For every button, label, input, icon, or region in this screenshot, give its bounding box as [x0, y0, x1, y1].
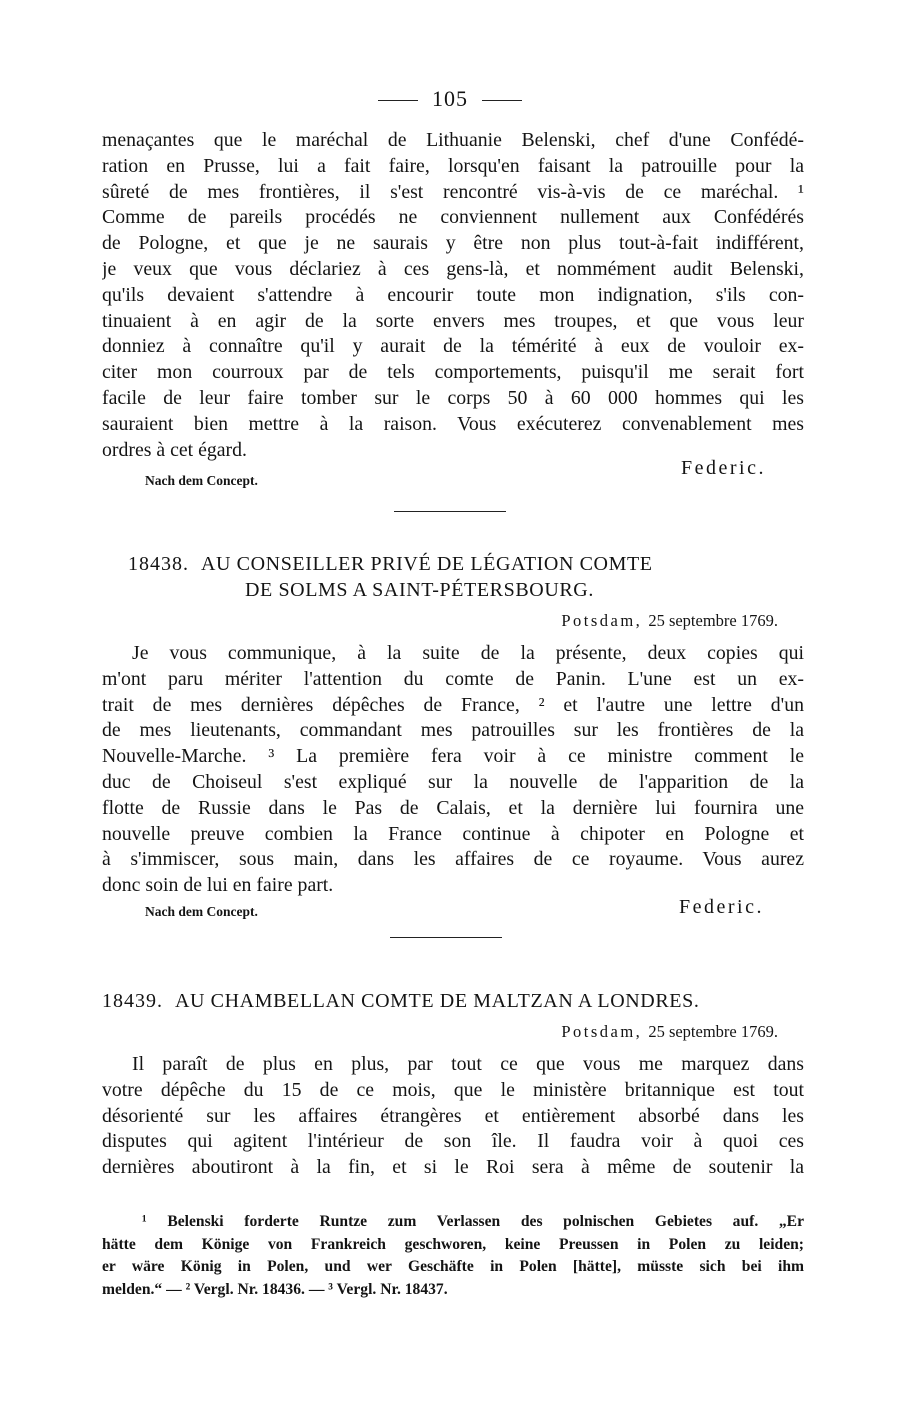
letter-heading-line2: DE SOLMS A SAINT-PÉTERSBOURG. — [245, 579, 594, 601]
text-line: à s'immiscer, sous main, dans les affaires de ce royaume. Vous aurez — [102, 848, 804, 871]
page-number: 105 — [432, 86, 468, 111]
right-dash — [482, 100, 522, 101]
section-separator — [394, 511, 506, 512]
signature: Federic. — [679, 896, 764, 918]
letter-body — [102, 641, 804, 899]
text-line: ration en Prusse, lui a fait faire, lorsqu'en faisant la patrouille pour la — [102, 154, 804, 177]
footnote-line: ¹ Belenski forderte Runtze zum Verlassen des polnischen Gebietes auf. „Er — [142, 1213, 804, 1230]
dateline-place: Potsdam, — [561, 1022, 643, 1041]
text-line: votre dépêche du 15 de ce mois, que le ministère britannique est tout — [102, 1078, 804, 1101]
text-line: nouvelle preuve combien la France continue à chipoter en Pologne et — [102, 822, 804, 845]
text-line: désorienté sur les affaires étrangères et entièrement absorbé dans les — [102, 1104, 804, 1127]
text-line: flotte de Russie dans le Pas de Calais, et la dernière lui fournira une — [102, 796, 804, 819]
text-line: Comme de pareils procédés ne conviennent nullement aux Confédérés — [102, 206, 804, 229]
dateline — [561, 1022, 778, 1042]
footnotes — [102, 1211, 804, 1301]
text-line: Je vous communique, à la suite de la présente, deux copies qui — [132, 642, 804, 664]
text-line: donc soin de lui en faire part. — [102, 874, 334, 897]
text-line: duc de Choiseul s'est expliqué sur la nouvelle de l'apparition de la — [102, 770, 804, 793]
dateline-date: 25 septembre 1769. — [648, 1022, 778, 1041]
text-line: donniez à connaître qu'il y aurait de la témérité à eux de vouloir ex- — [102, 335, 804, 358]
continued-letter-body — [102, 128, 804, 463]
text-line: Nouvelle-Marche. ³ La première fera voir à ce ministre comment le — [102, 745, 804, 768]
text-line: sûreté de mes frontières, il s'est rencontré vis-à-vis de ce maréchal. ¹ — [102, 180, 804, 203]
text-line: trait de mes dernières dépêches de France, ² et l'autre une lettre d'un — [102, 693, 804, 716]
letter-body — [102, 1052, 804, 1181]
text-line: Il paraît de plus en plus, par tout ce que vous me marquez dans — [132, 1053, 804, 1075]
letter-number: 18438. — [128, 553, 189, 575]
footnote-line: er wäre König in Polen, und wer Geschäfte in Polen [hätte], müsste sich bei ihm — [102, 1258, 804, 1275]
letter-heading — [128, 553, 653, 576]
dateline-date: 25 septembre 1769. — [648, 611, 778, 630]
signature: Federic. — [681, 457, 766, 479]
text-line: qu'ils devaient s'attendre à encourir toute mon indignation, s'ils con- — [102, 283, 804, 306]
text-line: menaçantes que le maréchal de Lithuanie Belenski, chef d'une Confédé- — [102, 129, 804, 151]
text-line: sauraient bien mettre à la raison. Vous exécuterez convenablement mes — [102, 412, 804, 435]
text-line: tinuaient à en agir de la sorte envers mes troupes, et que vous leur — [102, 309, 804, 332]
text-line: dernières aboutiront à la fin, et si le Roi sera à même de soutenir la — [102, 1156, 804, 1179]
left-dash — [378, 100, 418, 101]
section-separator — [390, 937, 502, 938]
text-line: de Pologne, et que je ne saurais y être non plus tout-à-fait indifférent, — [102, 232, 804, 255]
footnote-line: melden.“ — ² Vergl. Nr. 18436. — ³ Vergl. Nr. 18437. — [102, 1280, 448, 1298]
text-line: facile de leur faire tomber sur le corps 50 à 60 000 hommes qui les — [102, 386, 804, 409]
dateline — [561, 611, 778, 631]
text-line: citer mon courroux par de tels comportements, puisqu'il me serait fort — [102, 361, 804, 384]
page-number-header — [0, 86, 900, 112]
text-line: disputes qui agitent l'intérieur de son île. Il faudra voir à quoi ces — [102, 1130, 804, 1153]
letter-heading-line1: AU CHAMBELLAN COMTE DE MALTZAN A LONDRES. — [175, 990, 700, 1012]
text-line: de mes lieutenants, commandant mes patrouilles sur les frontières de la — [102, 719, 804, 742]
letter-number: 18439. — [102, 990, 163, 1012]
text-line: m'ont paru mériter l'attention du comte de Panin. L'une est un ex- — [102, 667, 804, 690]
footnote-line: hätte dem Könige von Frankreich geschworen, keine Preussen in Polen zu leiden; — [102, 1235, 804, 1253]
source-note: Nach dem Concept. — [145, 904, 258, 919]
letter-heading-line1: AU CONSEILLER PRIVÉ DE LÉGATION COMTE — [201, 553, 653, 575]
text-line: ordres à cet égard. — [102, 438, 247, 461]
text-line: je veux que vous déclariez à ces gens-là, et nommément audit Belenski, — [102, 257, 804, 280]
source-note: Nach dem Concept. — [145, 473, 258, 488]
dateline-place: Potsdam, — [561, 611, 643, 630]
letter-heading — [102, 990, 699, 1013]
